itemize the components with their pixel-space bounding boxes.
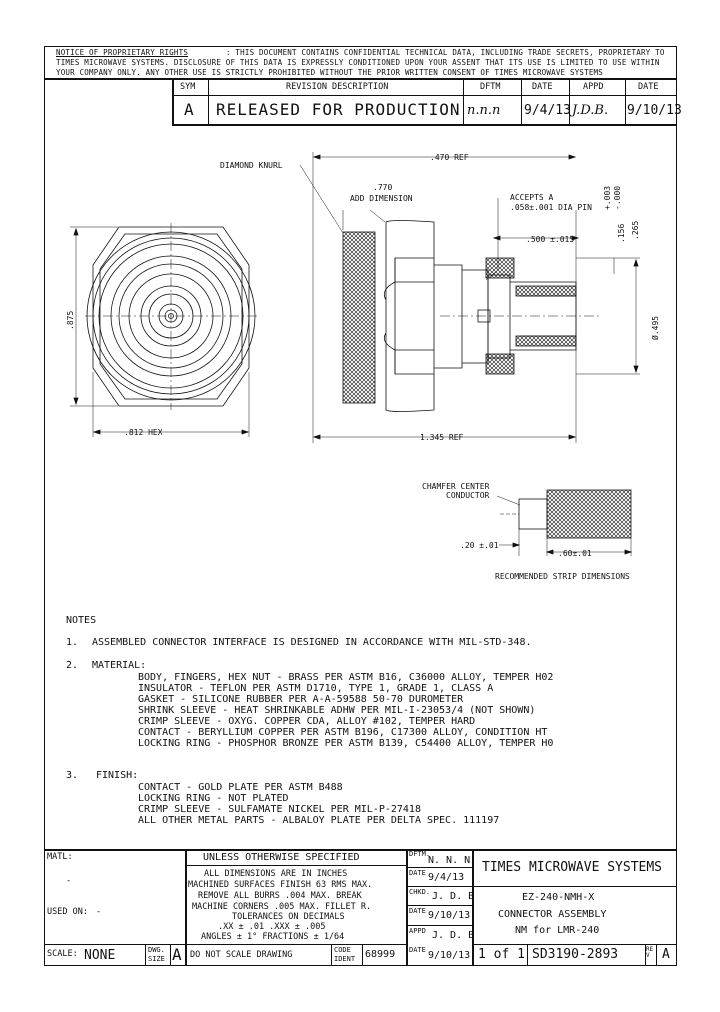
- spec-line: REMOVE ALL BURRS .004 MAX. BREAK: [198, 891, 362, 901]
- appd-label: APPD: [409, 927, 426, 935]
- label-156: .156: [617, 223, 626, 243]
- drawing-number: SD3190-2893: [532, 947, 619, 962]
- note-3-line: CONTACT - GOLD PLATE PER ASTM B488: [138, 782, 343, 793]
- label-tol-000: -.000: [613, 185, 622, 210]
- rev-appd: J.D.B.: [572, 103, 609, 118]
- rev-date: 9/4/13: [524, 103, 571, 118]
- scale-value: NONE: [84, 948, 116, 963]
- rev-header-desc: REVISION DESCRIPTION: [286, 82, 389, 92]
- label-770: .770: [373, 183, 393, 192]
- knurled-ring: [343, 232, 375, 403]
- hex-nut-body: [384, 221, 434, 412]
- spec-line: ANGLES ± 1° FRACTIONS ± 1/64: [201, 932, 345, 942]
- label-60-tol: .60±.01: [558, 549, 592, 558]
- date-label-3: DATE: [409, 946, 426, 954]
- label-chamfer-1: CHAMFER CENTER: [422, 482, 490, 491]
- dftm-label: DFTM.: [409, 850, 431, 858]
- rev-header-date: DATE: [532, 82, 553, 92]
- spec-line: ALL DIMENSIONS ARE IN INCHES: [204, 869, 348, 879]
- matl-label: MATL:: [47, 852, 73, 862]
- appd-value: J. D. B: [432, 930, 475, 941]
- note-2-line: SHRINK SLEEVE - HEAT SHRINKABLE ADHW PER MIL-I-23053/4 (NOT SHOWN): [138, 705, 536, 716]
- label-chamfer-2: CONDUCTOR: [446, 491, 490, 500]
- code-ident-label-1: CODE: [334, 946, 351, 954]
- date-label-2: DATE: [409, 907, 426, 915]
- rev-date2: 9/10/13: [627, 103, 682, 118]
- matl-value: -: [66, 876, 72, 886]
- note-3-line: LOCKING RING - NOT PLATED: [138, 793, 289, 804]
- rev-description: RELEASED FOR PRODUCTION: [216, 100, 461, 119]
- notice-line-1: : THIS DOCUMENT CONTAINS CONFIDENTIAL TECHNICAL DATA, INCLUDING TRADE SECRETS, PROPRIETARY TO: [226, 48, 665, 57]
- label-875: .875: [66, 310, 75, 330]
- note-2-line: CRIMP SLEEVE - OXYG. COPPER CDA, ALLOY #102, TEMPER HARD: [138, 716, 476, 727]
- label-20-tol: .20 ±.01: [460, 541, 499, 550]
- label-tol-003: +.003: [603, 185, 612, 210]
- note-2-line: CONTACT - BERYLLIUM COPPER PER ASTM B196, C17300 ALLOY, CONDITION HT: [138, 727, 548, 738]
- note-3-line: CRIMP SLEEVE - SULFAMATE NICKEL PER MIL-P-27418: [138, 804, 421, 815]
- dwg-size-label-1: DWG.: [148, 946, 165, 954]
- chkd-label: CHKD.: [409, 888, 431, 896]
- front-view: [70, 223, 257, 437]
- scale-label: SCALE:: [47, 949, 78, 959]
- rev-sym: A: [184, 100, 194, 119]
- rev-label: REV: [646, 946, 654, 959]
- label-500: .500 ±.015: [526, 235, 575, 244]
- company-name: TIMES MICROWAVE SYSTEMS: [482, 860, 663, 875]
- spec-line: .XX ± .01 .XXX ± .005: [218, 922, 326, 932]
- rev-header-sym: SYM: [180, 82, 196, 92]
- spec-line: MACHINE CORNERS .005 MAX. FILLET R.: [192, 902, 372, 912]
- rev-dftm: n.n.n: [467, 103, 501, 118]
- rev-header-dftm: DFTM: [480, 82, 501, 92]
- note-3-num: 3.: [66, 770, 79, 781]
- spec-line: TOLERANCES ON DECIMALS: [232, 912, 345, 922]
- date-label-1: DATE: [409, 869, 426, 877]
- notice-line-2: TIMES MICROWAVE SYSTEMS. DISCLOSURE OF THIS DATA IS EXPRESSLY CONDITIONED UPON YOUR ASSENT THAT ITS USE IS LIMITED TO USE WITHIN: [56, 58, 660, 67]
- label-pin-dia: .058±.001 DIA PIN: [510, 203, 592, 212]
- dftm-value: N. N. N: [428, 855, 471, 866]
- part-title-1: CONNECTOR ASSEMBLY: [498, 909, 607, 920]
- notes-title: NOTES: [66, 615, 97, 626]
- note-3-title: FINISH:: [96, 770, 139, 781]
- code-ident-label-2: IDENT: [334, 955, 356, 963]
- strip-caption: RECOMMENDED STRIP DIMENSIONS: [495, 572, 630, 581]
- chkd-value: J. D. B: [432, 891, 475, 902]
- label-accepts: ACCEPTS A: [510, 193, 554, 202]
- part-number: EZ-240-NMH-X: [522, 892, 595, 903]
- label-1345-ref: 1.345 REF: [420, 433, 464, 442]
- date-value-2: 9/10/13: [428, 910, 471, 921]
- notice-line-3: YOUR COMPANY ONLY. ANY OTHER USE IS STRICTLY PROHIBITED WITHOUT THE PRIOR WRITTEN CONSENT OF TIMES MICROWAVE SYSTEMS: [56, 68, 603, 77]
- note-2-num: 2.: [66, 660, 79, 671]
- label-470-ref: .470 REF: [430, 153, 469, 162]
- unless-otherwise-specified: UNLESS OTHERWISE SPECIFIED: [203, 852, 360, 863]
- rev-header-date2: DATE: [638, 82, 659, 92]
- note-2-title: MATERIAL:: [92, 660, 147, 671]
- note-1-num: 1.: [66, 637, 79, 648]
- notice-heading: NOTICE OF PROPRIETARY RIGHTS: [56, 48, 189, 57]
- code-ident-value: 68999: [365, 949, 396, 960]
- note-1-text: ASSEMBLED CONNECTOR INTERFACE IS DESIGNED IN ACCORDANCE WITH MIL-STD-348.: [92, 637, 532, 648]
- label-495: Ø.495: [651, 315, 660, 340]
- rev-value: A: [662, 947, 670, 962]
- note-3-line: ALL OTHER METAL PARTS - ALBALOY PLATE PER DELTA SPEC. 111197: [138, 815, 500, 826]
- part-title-2: NM for LMR-240: [515, 925, 600, 936]
- used-on-label: USED ON:: [47, 907, 88, 917]
- label-add-dimension: ADD DIMENSION: [350, 194, 413, 203]
- sheet-count: 1 of 1: [478, 947, 525, 962]
- spec-line: MACHINED SURFACES FINISH 63 RMS MAX.: [188, 880, 373, 890]
- label-812-hex: .812 HEX: [124, 428, 163, 437]
- date-value-1: 9/4/13: [428, 872, 465, 883]
- rev-header-appd: APPD: [583, 82, 604, 92]
- dwg-size-label-2: SIZE: [148, 955, 165, 963]
- note-2-line: LOCKING RING - PHOSPHOR BRONZE PER ASTM B139, C54400 ALLOY, TEMPER H0: [138, 738, 554, 749]
- dwg-size-value: A: [172, 945, 182, 964]
- note-2-line: INSULATOR - TEFLON PER ASTM D1710, TYPE 1, GRADE 1, CLASS A: [138, 683, 494, 694]
- note-2-line: GASKET - SILICONE RUBBER PER A-A-59588 50-70 DUROMETER: [138, 694, 464, 705]
- used-on-value: -: [96, 907, 102, 917]
- label-265: .265: [631, 220, 640, 240]
- label-diamond-knurl: DIAMOND KNURL: [220, 161, 283, 170]
- note-2-line: BODY, FINGERS, HEX NUT - BRASS PER ASTM B16, C36000 ALLOY, TEMPER H02: [138, 672, 554, 683]
- date-value-3: 9/10/13: [428, 950, 471, 961]
- do-not-scale: DO NOT SCALE DRAWING: [190, 950, 293, 960]
- strip-detail: [497, 490, 631, 556]
